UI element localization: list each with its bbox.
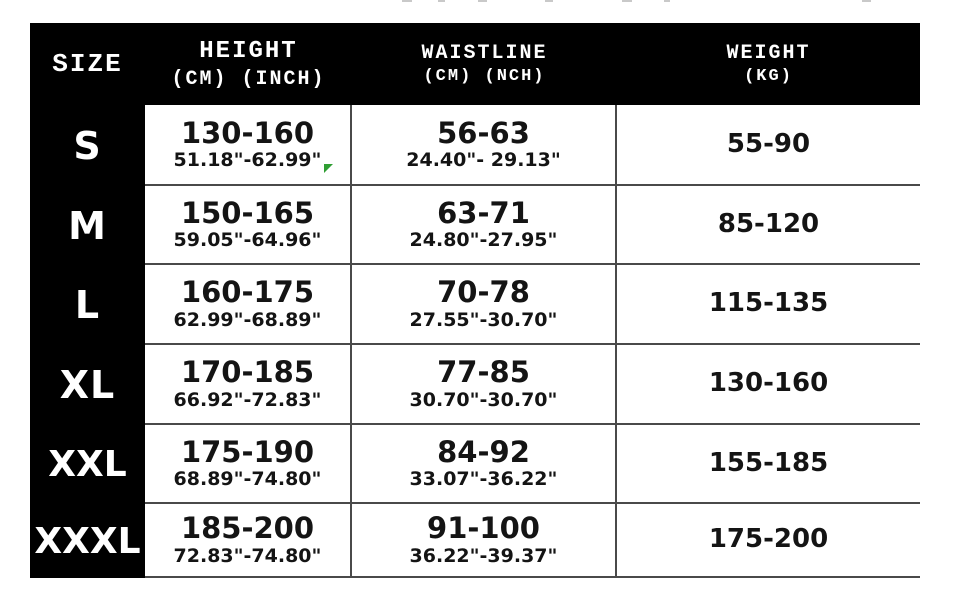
weight-value: 55-90 [726, 128, 811, 159]
header-weight-label: WEIGHT [726, 41, 811, 65]
weight-cell-l [617, 265, 920, 345]
height-cm-value: 185-200 [180, 511, 315, 546]
size-cell-xxxl [30, 504, 145, 578]
crop-speck [664, 0, 670, 2]
header-weight-units: (KG) [744, 66, 793, 86]
header-cell-weight [617, 23, 920, 105]
size-chart-table [30, 23, 920, 578]
height-cm-value: 150-165 [180, 195, 315, 230]
height-cell-xxxl [145, 504, 352, 578]
weight-value: 115-135 [708, 288, 829, 319]
height-cell-s [145, 105, 352, 186]
waist-cm-value: 77-85 [437, 355, 530, 390]
waist-inch-value: 30.70"-30.70" [409, 388, 558, 411]
waistline-cell-xxl [352, 425, 617, 504]
cropped-text-artifacts [0, 0, 967, 4]
size-label: XL [59, 363, 116, 407]
waistline-cell-s [352, 105, 617, 186]
height-cell-l [145, 265, 352, 345]
size-label: L [74, 283, 101, 327]
waistline-cell-xxxl [352, 504, 617, 578]
crop-speck [402, 0, 412, 2]
waist-cm-value: 84-92 [437, 434, 530, 469]
crop-speck [622, 0, 632, 2]
size-label: XXXL [34, 520, 141, 562]
waist-cm-value: 91-100 [427, 511, 540, 546]
height-inch-value: 72.83"-74.80" [173, 544, 322, 567]
waist-cm-value: 63-71 [437, 195, 530, 230]
crop-speck [478, 0, 487, 2]
waist-inch-value: 24.40"- 29.13" [406, 149, 561, 172]
waistline-cell-l [352, 265, 617, 345]
weight-value: 175-200 [708, 524, 829, 555]
crop-speck [545, 0, 553, 2]
height-inch-value: 59.05"-64.96" [173, 229, 322, 252]
height-cm-value: 130-160 [180, 115, 315, 150]
header-height-label: HEIGHT [199, 37, 298, 65]
weight-cell-s [617, 105, 920, 186]
weight-cell-xxl [617, 425, 920, 504]
size-cell-xxl [30, 425, 145, 504]
weight-value: 130-160 [708, 368, 829, 399]
waist-inch-value: 33.07"-36.22" [409, 468, 558, 491]
height-inch-value: 62.99"-68.89" [173, 308, 322, 331]
height-inch-value: 66.92"-72.83" [173, 388, 322, 411]
size-cell-xl [30, 345, 145, 425]
header-waistline-label: WAISTLINE [421, 41, 548, 65]
waist-cm-value: 70-78 [437, 275, 530, 310]
weight-cell-m [617, 186, 920, 265]
waist-inch-value: 27.55"-30.70" [409, 308, 558, 331]
header-height-units: (CM) (INCH) [171, 67, 326, 91]
waistline-cell-xl [352, 345, 617, 425]
header-cell-size [30, 23, 145, 105]
header-size-label: SIZE [52, 48, 123, 79]
cell-error-marker-icon [324, 164, 333, 173]
size-label: S [73, 123, 102, 168]
header-waistline-units: (CM) (NCH) [423, 66, 546, 86]
weight-cell-xxxl [617, 504, 920, 578]
header-cell-height [145, 23, 352, 105]
size-cell-l [30, 265, 145, 345]
crop-speck [862, 0, 871, 2]
size-cell-m [30, 186, 145, 265]
height-cell-xl [145, 345, 352, 425]
waist-cm-value: 56-63 [437, 115, 530, 150]
height-cell-m [145, 186, 352, 265]
height-cell-xxl [145, 425, 352, 504]
size-label: XXL [48, 444, 127, 485]
waist-inch-value: 24.80"-27.95" [409, 229, 558, 252]
size-label: M [68, 203, 107, 248]
size-cell-s [30, 105, 145, 186]
height-cm-value: 160-175 [180, 275, 315, 310]
header-cell-waistline [352, 23, 617, 105]
height-cm-value: 175-190 [180, 434, 315, 469]
waist-inch-value: 36.22"-39.37" [409, 544, 558, 567]
height-inch-value: 68.89"-74.80" [173, 468, 322, 491]
weight-value: 85-120 [717, 208, 820, 239]
weight-cell-xl [617, 345, 920, 425]
crop-speck [438, 0, 445, 2]
weight-value: 155-185 [708, 447, 829, 478]
waistline-cell-m [352, 186, 617, 265]
height-cm-value: 170-185 [180, 355, 315, 390]
height-inch-value: 51.18"-62.99" [173, 149, 322, 172]
